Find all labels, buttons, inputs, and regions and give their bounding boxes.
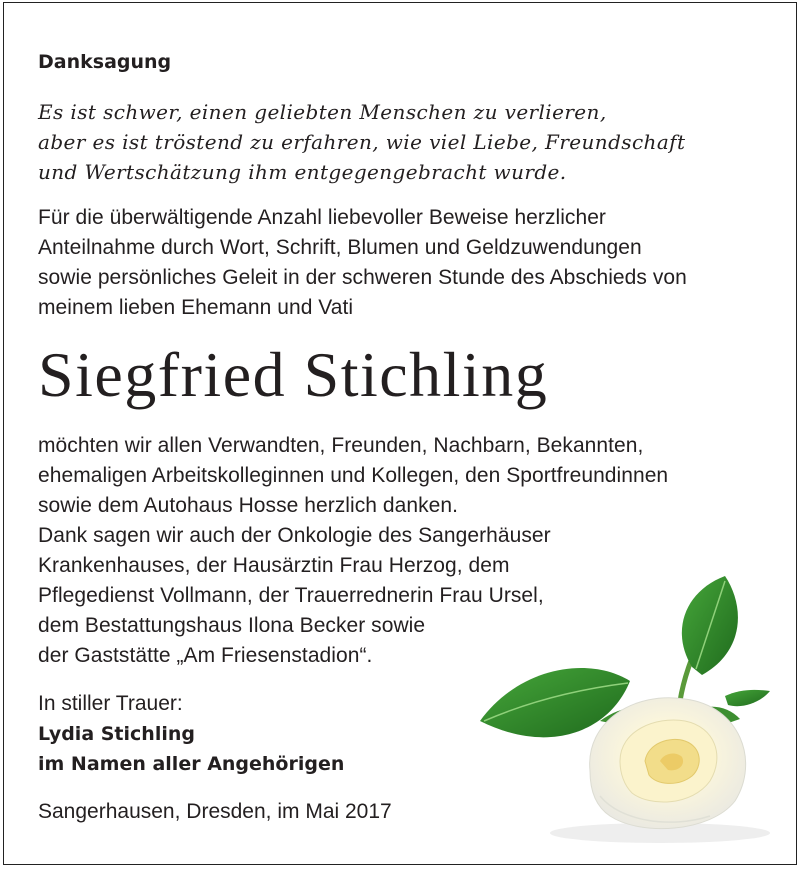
quote-line: aber es ist tröstend zu erfahren, wie viel Liebe, Freundschaft [38,130,686,154]
mourning-label: In stiller Trauer: [38,692,183,715]
thanks-line: Pflegedienst Vollmann, der Trauerrednerin Frau Ursel, [38,584,544,607]
quote-line: Es ist schwer, einen geliebten Menschen zu verlieren, [38,100,607,124]
thanks-line: Dank sagen wir auch der Onkologie des Sangerhäuser [38,524,551,547]
signer-family: im Namen aller Angehörigen [38,753,345,775]
heading-danksagung: Danksagung [38,51,172,73]
place-date: Sangerhausen, Dresden, im Mai 2017 [38,800,392,823]
deceased-name: Siegfried Stichling [38,339,549,410]
intro-line: Anteilnahme durch Wort, Schrift, Blumen und Geldzuwendungen [38,236,642,259]
obituary-notice [3,2,797,865]
quote-block [38,97,778,187]
thanks-line: möchten wir allen Verwandten, Freunden, Nachbarn, Bekannten, [38,434,644,457]
thanks-line: ehemaligen Arbeitskolleginnen und Kollegen, den Sportfreundinnen [38,464,669,487]
signature-block [38,689,458,779]
quote-line: und Wertschätzung ihm entgegengebracht wurde. [38,160,567,184]
intro-line: meinem lieben Ehemann und Vati [38,296,354,319]
signer-name: Lydia Stichling [38,723,195,745]
thanks-line: dem Bestattungshaus Ilona Becker sowie [38,614,426,637]
thanks-line: sowie dem Autohaus Hosse herzlich danken. [38,494,458,517]
intro-line: sowie persönliches Geleit in der schweren Stunde des Abschieds von [38,266,687,289]
thanks-line: der Gaststätte „Am Friesenstadion“. [38,644,373,667]
intro-line: Für die überwältigende Anzahl liebevoller Beweise herzlicher [38,206,606,229]
intro-paragraph [38,203,778,323]
thanks-line: Krankenhauses, der Hausärztin Frau Herzog, dem [38,554,510,577]
white-rose-image [470,571,780,851]
